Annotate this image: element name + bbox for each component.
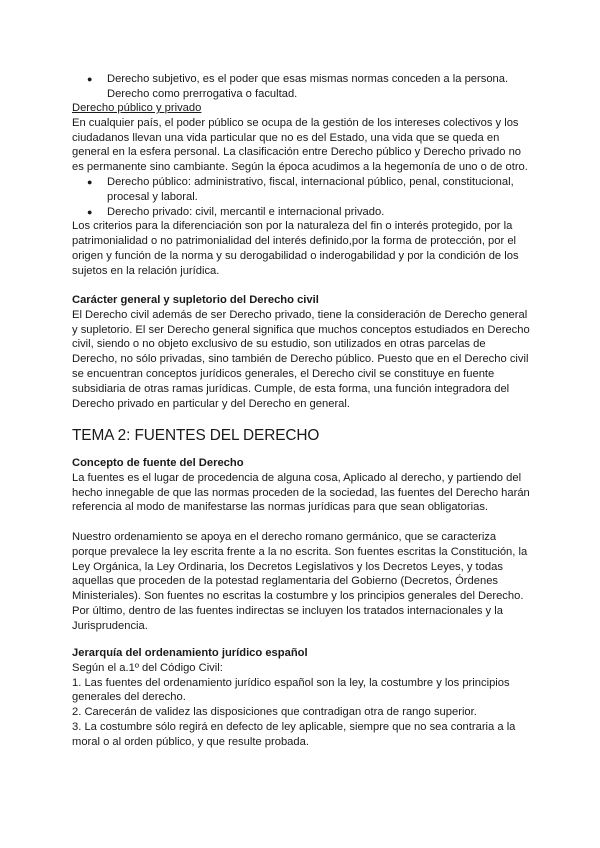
- bullet-icon: ●: [87, 176, 93, 187]
- paragraph: La fuentes es el lugar de procedencia de alguna cosa, Aplicado al derecho, y partiendo del hecho innegable de que las normas proceden de la sociedad, las fuentes del Derecho harán referencia al modo de manifestarse las normas jurídicas para que sean obligatorias.: [72, 471, 530, 514]
- paragraph: Según el a.1º del Código Civil:: [72, 661, 223, 674]
- list-item: ● Derecho subjetivo, es el poder que esas mismas normas conceden a la persona. Derecho como prerrogativa o facultad.: [87, 73, 509, 100]
- section-publico-privado: [72, 101, 532, 279]
- paragraph: El Derecho civil además de ser Derecho privado, tiene la consideración de Derecho general y supletorio. El ser Derecho general significa que muchos conceptos estudiados en Derecho civil, siendo o no objeto exclusivo de su estudio, son utilizados en otras parcelas de Derecho, no sólo privadas, sino también de Derecho público. Puesto que en el Derecho civil se encuentran conceptos jurídicos generales, el Derecho civil se constituye en fuente subsidiaria de otras ramas jurídicas. Cumple, de esta forma, una función integradora del Derecho privado en particular y del Derecho en general.: [72, 308, 530, 410]
- list-item: 3. La costumbre sólo regirá en defecto de ley aplicable, siempre que no sea contraria a la moral o al orden público, y que resulte probada.: [72, 720, 516, 748]
- section-caracter: [72, 293, 532, 411]
- paragraph: En cualquier país, el poder público se ocupa de la gestión de los intereses colectivos y los ciudadanos llevan una vida particular que no es del Estado, una vida que se queda en general en la esfera personal. La clasificación entre Derecho público y Derecho privado no es permanente sino cambiante. Según la época acudimos a la hegemonía de uno o de otro.: [72, 116, 528, 174]
- list-item: ● Derecho público: administrativo, fiscal, internacional público, penal, constitucional, procesal y laboral.: [87, 175, 514, 203]
- chapter-title-block: [72, 426, 532, 445]
- list-item: 1. Las fuentes del ordenamiento jurídico español son la ley, la costumbre y los principios generales del derecho.: [72, 676, 510, 704]
- paragraph: Los criterios para la diferenciación son por la naturaleza del fin o interés protegido, por la patrimonialidad o no patrimonialidad del interés definido,por la forma de protección, por el origen y función de la norma y su derogabilidad o inderogabilidad y por la condición de los sujetos en la relación jurídica.: [72, 220, 519, 277]
- paragraph: Nuestro ordenamiento se apoya en el derecho romano germánico, que se caracteriza porque prevalece la ley escrita frente a la no escrita. Son fuentes escritas la Constitución, la Ley Orgánica, la Ley Ordinaria, los Decretos Legislativos y los Decretos Leyes, y todas aquellas que proceden de la potestad reglamentaria del Gobierno (Decretos, Órdenes Ministeriales). Son fuentes no escritas la costumbre y los principios generales del Derecho. Por último, dentro de las fuentes indirectas se incluyen los tratados internacionales y la Jurisprudencia.: [72, 531, 528, 632]
- bullet-icon: ●: [87, 74, 93, 84]
- section-concepto: [72, 456, 532, 515]
- bullet-list-top: [72, 72, 532, 102]
- bullet-icon: ●: [87, 206, 93, 217]
- chapter-title: TEMA 2: FUENTES DEL DERECHO: [72, 427, 320, 444]
- section-ordenamiento: [72, 530, 532, 634]
- list-item: 2. Carecerán de validez las disposiciones que contradigan otra de rango superior.: [72, 706, 477, 719]
- section-heading: Carácter general y supletorio del Derecho civil: [72, 294, 319, 306]
- section-jerarquia: [72, 646, 532, 750]
- section-heading: Jerarquía del ordenamiento jurídico español: [72, 647, 308, 659]
- section-heading: Derecho público y privado: [72, 102, 202, 114]
- list-item: ● Derecho privado: civil, mercantil e internacional privado.: [87, 205, 385, 218]
- section-heading: Concepto de fuente del Derecho: [72, 457, 244, 469]
